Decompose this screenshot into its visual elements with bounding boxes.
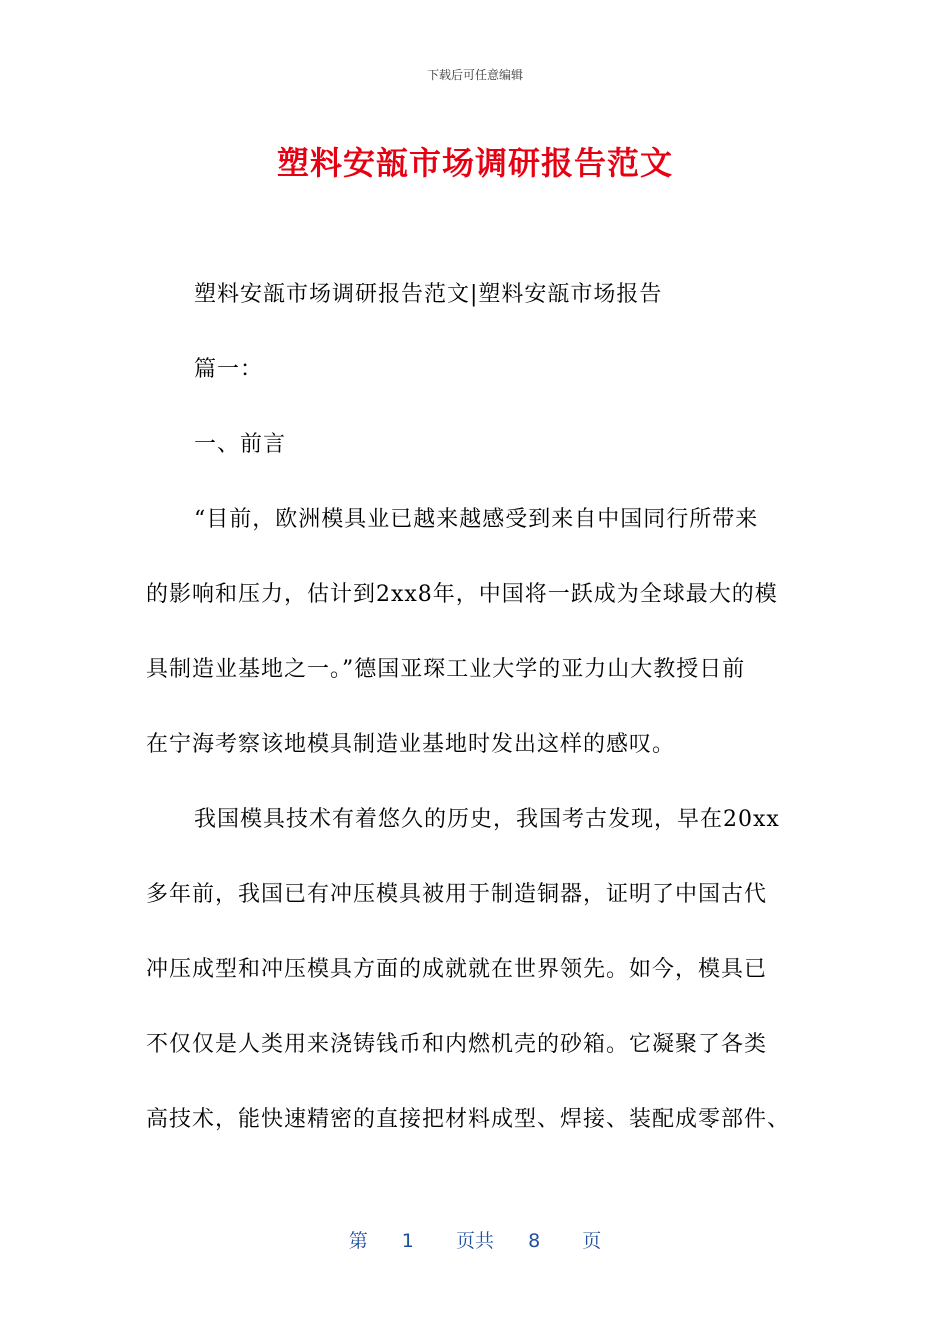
footer-total-pages: 8 bbox=[528, 1230, 541, 1252]
page-footer bbox=[0, 1226, 950, 1253]
paragraph-line: 高技术，能快速精密的直接把材料成型、焊接、装配成零部件、 bbox=[146, 1107, 791, 1132]
paragraph-line: “目前，欧洲模具业已越来越感受到来自中国同行所带来 bbox=[194, 507, 759, 532]
paragraph-line: 的影响和压力，估计到2xx8年，中国将一跃成为全球最大的模 bbox=[146, 582, 778, 607]
footer-middle: 页共 bbox=[455, 1230, 494, 1252]
header-note: 下载后可任意编辑 bbox=[426, 68, 523, 82]
subtitle-line: 塑料安瓿市场调研报告范文|塑料安瓿市场报告 bbox=[194, 282, 663, 307]
section-label: 篇一： bbox=[194, 357, 264, 382]
footer-page-number: 1 bbox=[401, 1230, 414, 1252]
document-title: 塑料安瓿市场调研报告范文 bbox=[276, 144, 673, 182]
paragraph-line: 不仅仅是人类用来浇铸钱币和内燃机壳的砂箱。它凝聚了各类 bbox=[146, 1032, 768, 1057]
footer-prefix: 第 bbox=[348, 1230, 368, 1252]
paragraph-line: 我国模具技术有着悠久的历史，我国考古发现，早在20xx bbox=[194, 807, 780, 832]
paragraph-line: 冲压成型和冲压模具方面的成就就在世界领先。如今，模具已 bbox=[146, 957, 768, 982]
paragraph-line: 多年前，我国已有冲压模具被用于制造铜器，证明了中国古代 bbox=[146, 882, 768, 907]
paragraph-line: 具制造业基地之一。”德国亚琛工业大学的亚力山大教授日前 bbox=[146, 657, 746, 682]
paragraph-line: 在宁海考察该地模具制造业基地时发出这样的感叹。 bbox=[146, 732, 676, 757]
section-heading: 一、前言 bbox=[194, 432, 287, 457]
footer-suffix: 页 bbox=[582, 1230, 602, 1252]
